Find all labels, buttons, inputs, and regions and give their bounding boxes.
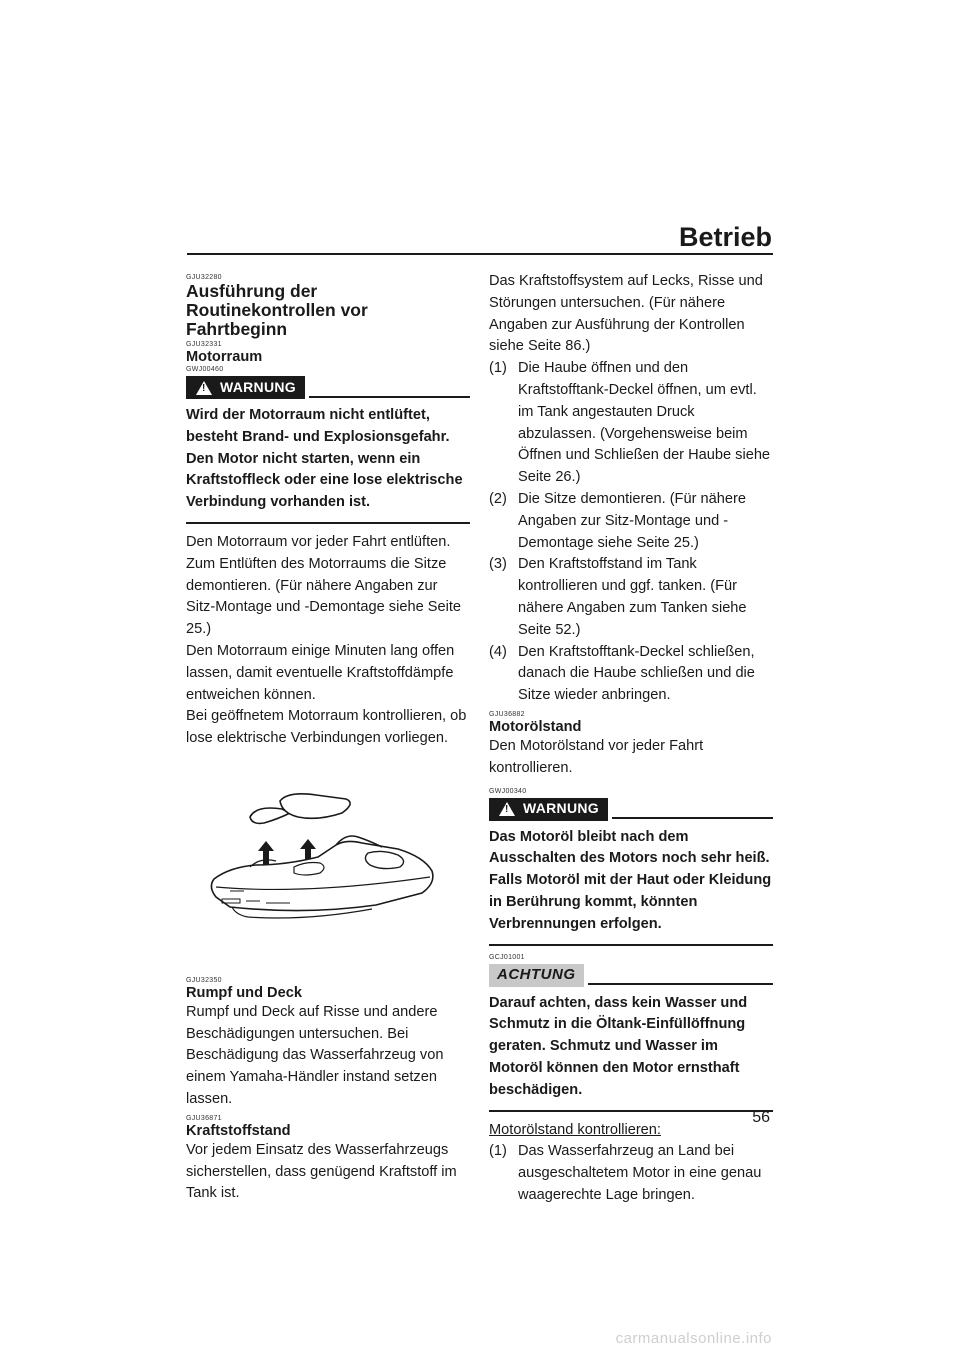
caution-text: Darauf achten, dass kein Wasser und Schmutz in die Öltank-Einfüllöffnung geraten. Schmutz und Wasser im Motoröl können den Motor ernsthaft beschädigen. [489, 994, 748, 1098]
warning-rule [309, 396, 470, 398]
caution-rule [588, 983, 774, 985]
warning-label: WARNUNG [220, 378, 296, 395]
oel-heading: Motorölstand [489, 718, 582, 735]
warning-end-rule [186, 522, 470, 524]
section-code: GJU32350 [186, 976, 222, 984]
kraftstoff-heading: Kraftstoffstand [186, 1122, 291, 1139]
list-item: (4) Den Kraftstofftank-Deckel schließen, danach die Haube schließen und die Sitze wieder anbringen. [489, 643, 755, 704]
warning-label: WARNUNG [523, 800, 599, 817]
list-item: (1) Das Wasserfahrzeug an Land bei ausgeschaltetem Motor in eine genau waagerechte Lage bringen. [489, 1143, 762, 1203]
warning-code: GWJ00340 [489, 787, 527, 795]
watercraft-illustration [186, 783, 470, 933]
motorraum-paragraph: Bei geöffnetem Motorraum kontrollieren, ob lose elektrische Verbindungen vorliegen. [186, 708, 467, 747]
section-code: GJU32331 [186, 341, 222, 348]
rumpf-heading: Rumpf und Deck [186, 984, 302, 1001]
warning-rule [612, 817, 773, 819]
motorraum-heading: Motorraum [186, 349, 263, 365]
warning-code: GWJ00460 [186, 366, 224, 373]
warning-triangle-icon: ! [499, 802, 515, 816]
caution-header [489, 964, 773, 987]
right-column [489, 271, 773, 1207]
check-heading: Motorölstand kontrollieren: [489, 1121, 661, 1138]
warning-header [489, 798, 773, 821]
section-code: GJU32280 [186, 274, 222, 281]
section-title: Ausführung der Routinekontrollen vor Fahrtbeginn [186, 281, 368, 339]
footer-watermark: carmanualsonline.info [615, 1330, 772, 1347]
header-rule [187, 253, 773, 255]
kraftstoff-paragraph: Vor jedem Einsatz des Wasserfahrzeugs sicherstellen, dass genügend Kraftstoff im Tank ist. [186, 1141, 457, 1202]
caution-code: GCJ01001 [489, 953, 525, 961]
left-column [186, 274, 470, 1205]
fuel-intro: Das Kraftstoffsystem auf Lecks, Risse und Störungen untersuchen. (Für nähere Angaben zur Ausführung der Kontrollen siehe Seite 86.) [489, 273, 763, 355]
warning-badge [186, 376, 305, 399]
warning-text: Das Motoröl bleibt nach dem Ausschalten des Motors noch sehr heiß. Falls Motoröl mit der Haut oder Kleidung in Berührung kommt, könnten Verbrennungen erfolgen. [489, 828, 772, 932]
list-item: (2) Die Sitze demontieren. (Für nähere Angaben zur Sitz-Montage und -Demontage siehe Seite 25.) [489, 490, 746, 551]
rumpf-paragraph: Rumpf und Deck auf Risse und andere Beschädigungen untersuchen. Bei Beschädigung das Wasserfahrzeug von einem Yamaha-Händler instand setzen lassen. [186, 1003, 444, 1107]
warning-header [186, 376, 470, 399]
section-code: GJU36871 [186, 1114, 222, 1122]
list-item: (1) Die Haube öffnen und den Kraftstofftank-Deckel öffnen, um evtl. im Tank angestauten Druck abzulassen. (Vorgehensweise beim Öffnen und Schließen der Haube siehe Seite 26.) [489, 360, 771, 486]
warning-end-rule [489, 944, 773, 946]
warning-badge [489, 798, 608, 821]
motorraum-paragraph: Den Motorraum vor jeder Fahrt entlüften. Zum Entlüften des Motorraums die Sitze demontieren. (Für nähere Angaben zur Sitz-Montage und -Demontage siehe Seite 25.) [186, 533, 462, 638]
warning-triangle-icon: ! [196, 381, 212, 395]
caution-badge: ACHTUNG [489, 964, 584, 987]
motorraum-paragraph: Den Motorraum einige Minuten lang offen lassen, damit eventuelle Kraftstoffdämpfe entweichen können. [186, 642, 455, 703]
caution-end-rule [489, 1110, 773, 1112]
page-number: 56 [752, 1109, 770, 1126]
page-header-title: Betrieb [678, 222, 772, 252]
oel-paragraph: Den Motorölstand vor jeder Fahrt kontrollieren. [489, 737, 704, 776]
warning-text: Wird der Motorraum nicht entlüftet, besteht Brand- und Explosionsgefahr. Den Motor nicht starten, wenn ein Kraftstoffleck oder eine lose elektrische Verbindung vorhanden ist. [186, 407, 463, 511]
list-item: (3) Den Kraftstoffstand im Tank kontrollieren und ggf. tanken. (Für nähere Angaben zum Tanken siehe Seite 52.) [489, 556, 747, 638]
section-code: GJU36882 [489, 710, 525, 718]
